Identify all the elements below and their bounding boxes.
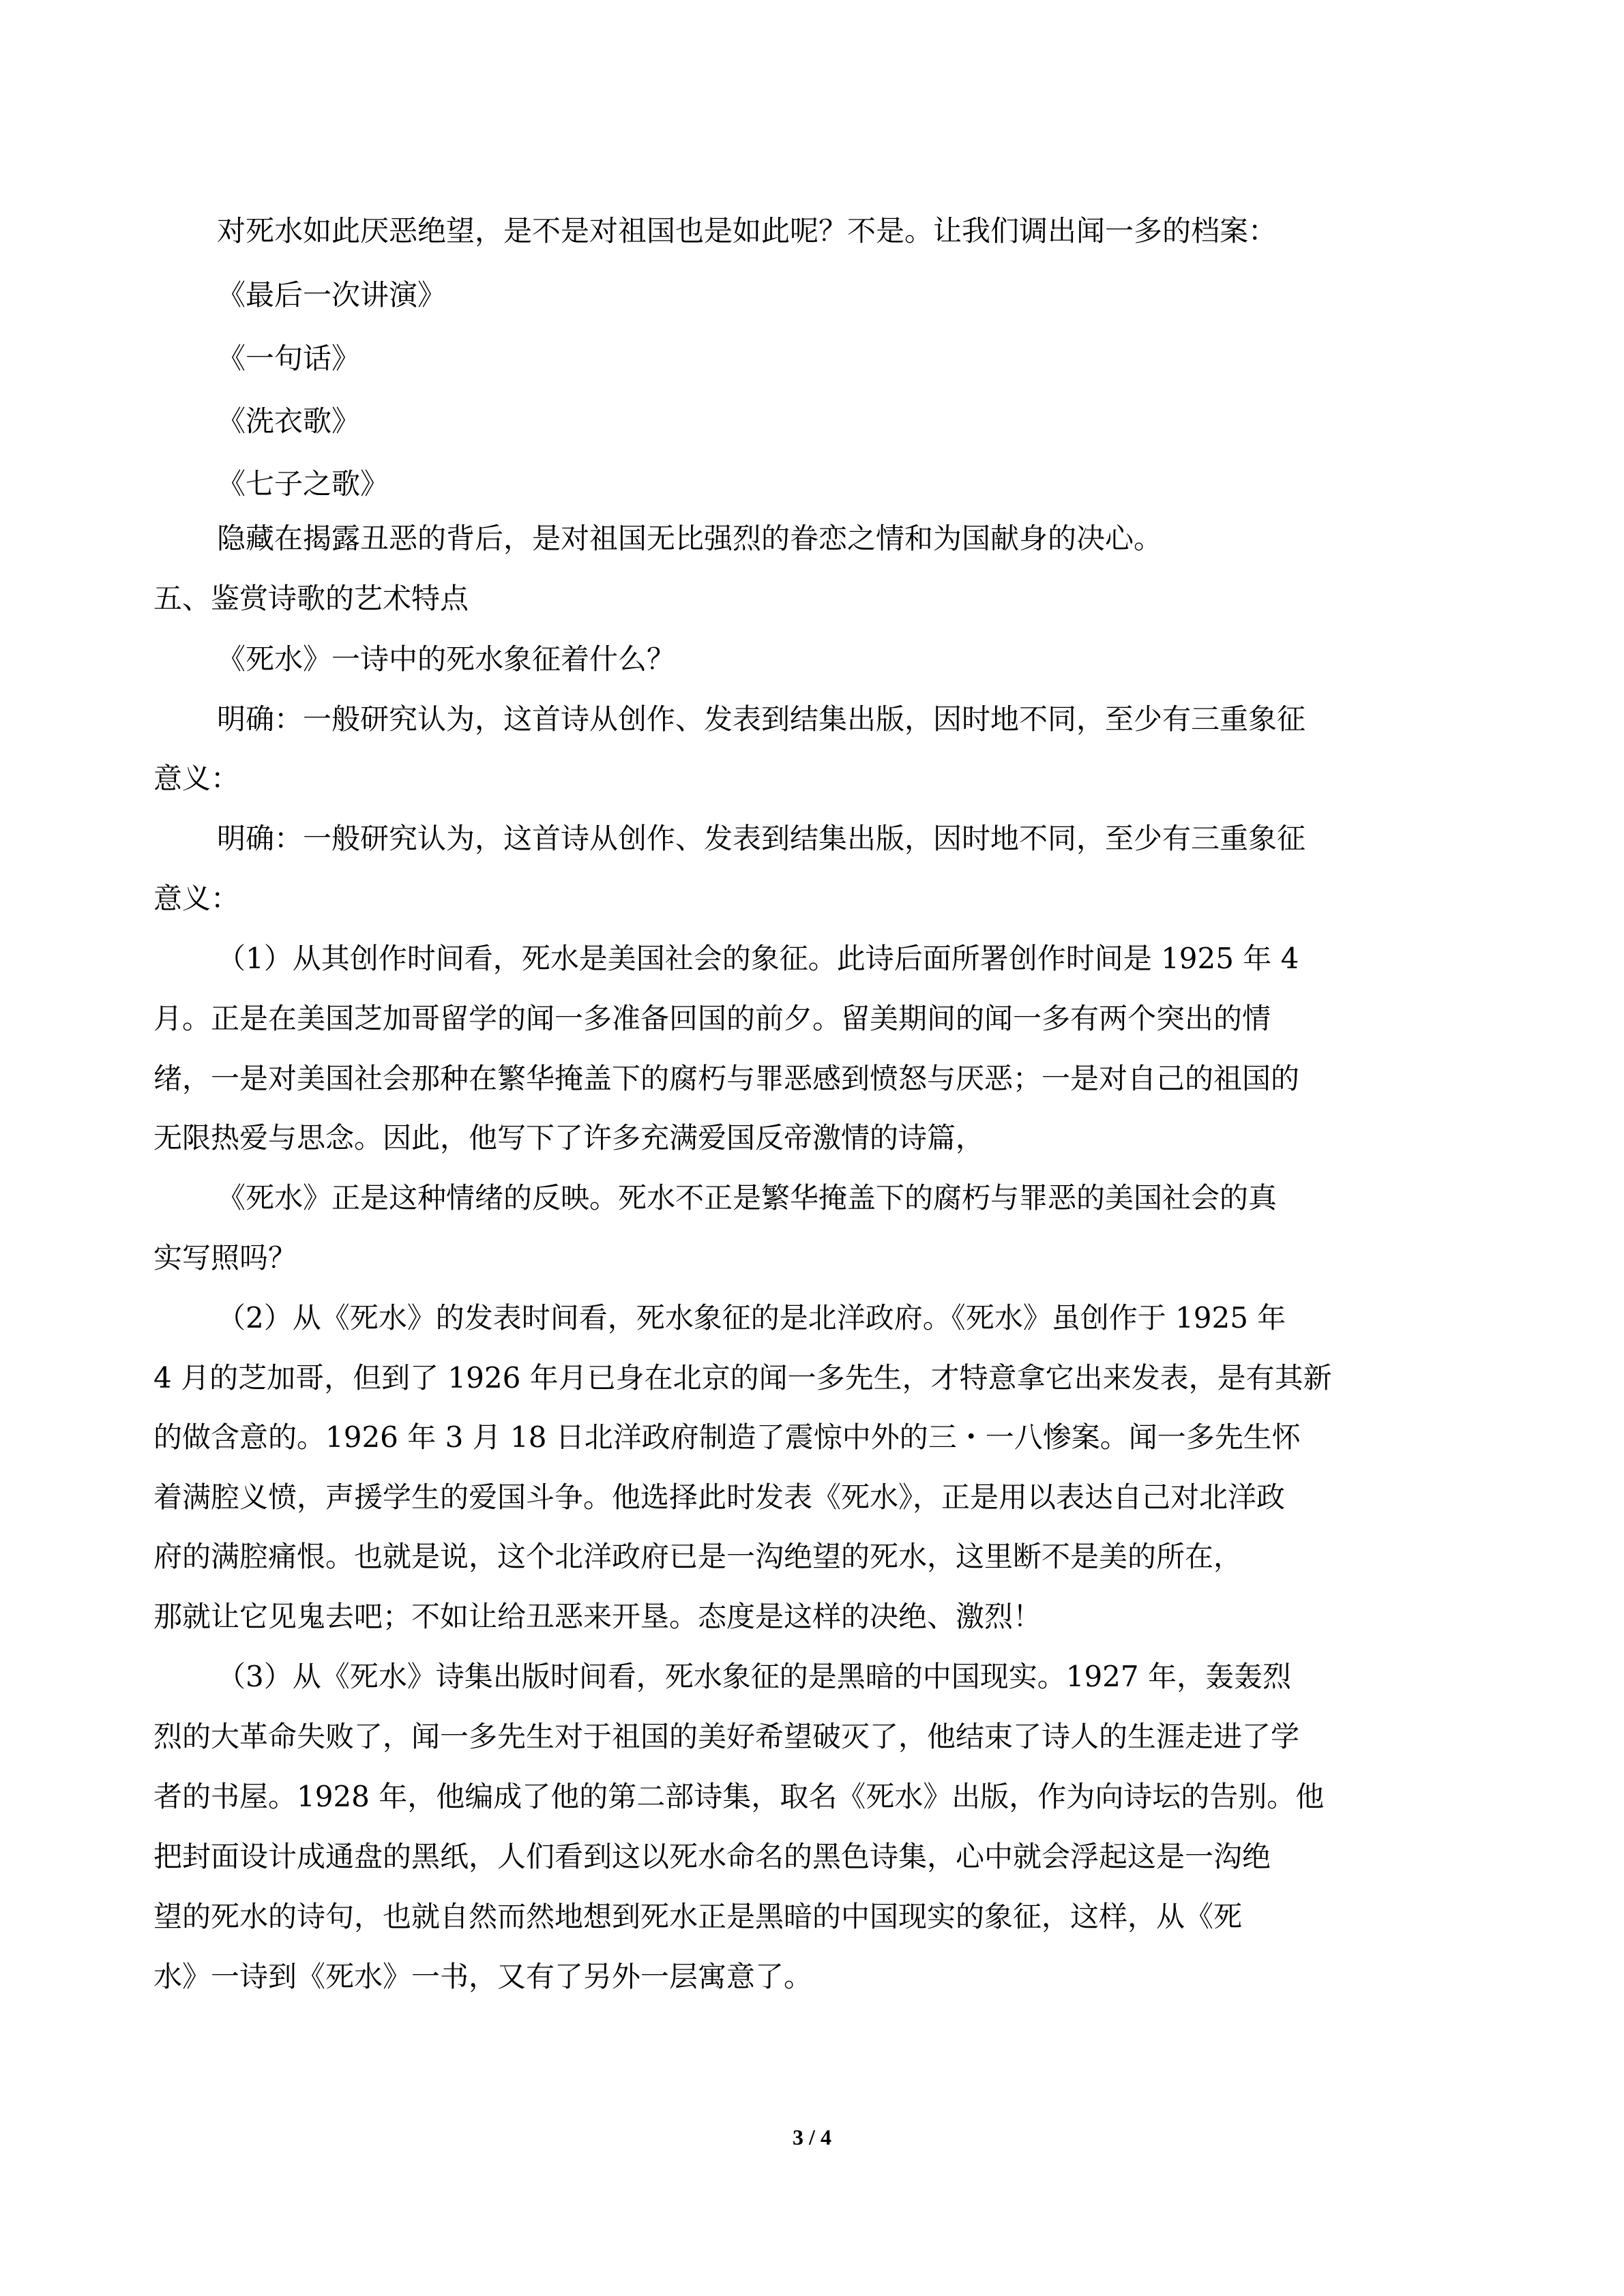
paragraph-line: 《七子之歌》 [217,467,389,501]
paragraph-line: 4 月的芝加哥，但到了 1926 年月已身在北京的闻一多先生，才特意拿它出来发表，是有其新 [153,1361,1332,1395]
paragraph-line: （1）从其创作时间看，死水是美国社会的象征。此诗后面所署创作时间是 1925 年 4 [217,942,1299,975]
paragraph-line: 的做含意的。1926 年 3 月 18 日北洋政府制造了震惊中外的三・一八惨案。闻一多先生怀 [153,1420,1301,1454]
paragraph-line: 者的书屋。1928 年，他编成了他的第二部诗集，取名《死水》出版，作为向诗坛的告别。他 [153,1780,1325,1813]
paragraph-line: 《洗衣歌》 [217,404,361,438]
paragraph-line: （3）从《死水》诗集出版时间看，死水象征的是黑暗的中国现实。1927 年，轰轰烈 [217,1660,1291,1693]
paragraph-line: 意义： [153,762,240,795]
paragraph-line: （2）从《死水》的发表时间看，死水象征的是北洋政府。《死水》虽创作于 1925 年 [217,1301,1286,1335]
paragraph-line: 府的满腔痛恨。也就是说，这个北洋政府已是一沟绝望的死水，这里断不是美的所在， [153,1540,1243,1573]
paragraph-line: 明确：一般研究认为，这首诗从创作、发表到结集出版，因时地不同，至少有三重象征 [217,822,1306,855]
paragraph-line: 《最后一次讲演》 [217,278,447,312]
paragraph-line: 烈的大革命失败了，闻一多先生对于祖国的美好希望破灭了，他结束了诗人的生涯走进了学 [153,1720,1300,1753]
paragraph-line: 那就让它见鬼去吧；不如让给丑恶来开垦。态度是这样的决绝、激烈！ [153,1600,1042,1633]
paragraph-line: 隐藏在揭露丑恶的背后，是对祖国无比强烈的眷恋之情和为国献身的决心。 [217,522,1163,555]
paragraph-line: 《一句话》 [217,342,361,375]
paragraph-line: 月。正是在美国芝加哥留学的闻一多准备回国的前夕。留美期间的闻一多有两个突出的情 [153,1002,1271,1035]
paragraph-line: 明确：一般研究认为，这首诗从创作、发表到结集出版，因时地不同，至少有三重象征 [217,702,1306,736]
paragraph-line: 对死水如此厌恶绝望，是不是对祖国也是如此呢？不是。让我们调出闻一多的档案： [217,214,1278,248]
paragraph-line: 无限热爱与思念。因此，他写下了许多充满爱国反帝激情的诗篇， [153,1121,985,1154]
paragraph-line: 水》一诗到《死水》一书，又有了另外一层寓意了。 [153,1960,813,1993]
paragraph-line: 着满腔义愤，声援学生的爱国斗争。他选择此时发表《死水》，正是用以表达自己对北洋政 [153,1480,1286,1514]
paragraph-line: 把封面设计成通盘的黑纸，人们看到这以死水命名的黑色诗集，心中就会浮起这是一沟绝 [153,1840,1271,1873]
section-heading: 五、鉴赏诗歌的艺术特点 [153,582,469,615]
paragraph-line: 望的死水的诗句，也就自然而然地想到死水正是黑暗的中国现实的象征，这样，从《死 [153,1900,1243,1933]
paragraph-line: 《死水》一诗中的死水象征着什么？ [217,642,676,676]
paragraph-line: 《死水》正是这种情绪的反映。死水不正是繁华掩盖下的腐朽与罪恶的美国社会的真 [217,1181,1278,1214]
paragraph-line: 实写照吗？ [153,1241,297,1274]
page-number: 3 / 4 [793,2125,831,2149]
paragraph-line: 意义： [153,882,240,915]
paragraph-line: 绪，一是对美国社会那种在繁华掩盖下的腐朽与罪恶感到愤怒与厌恶；一是对自己的祖国的 [153,1062,1300,1095]
